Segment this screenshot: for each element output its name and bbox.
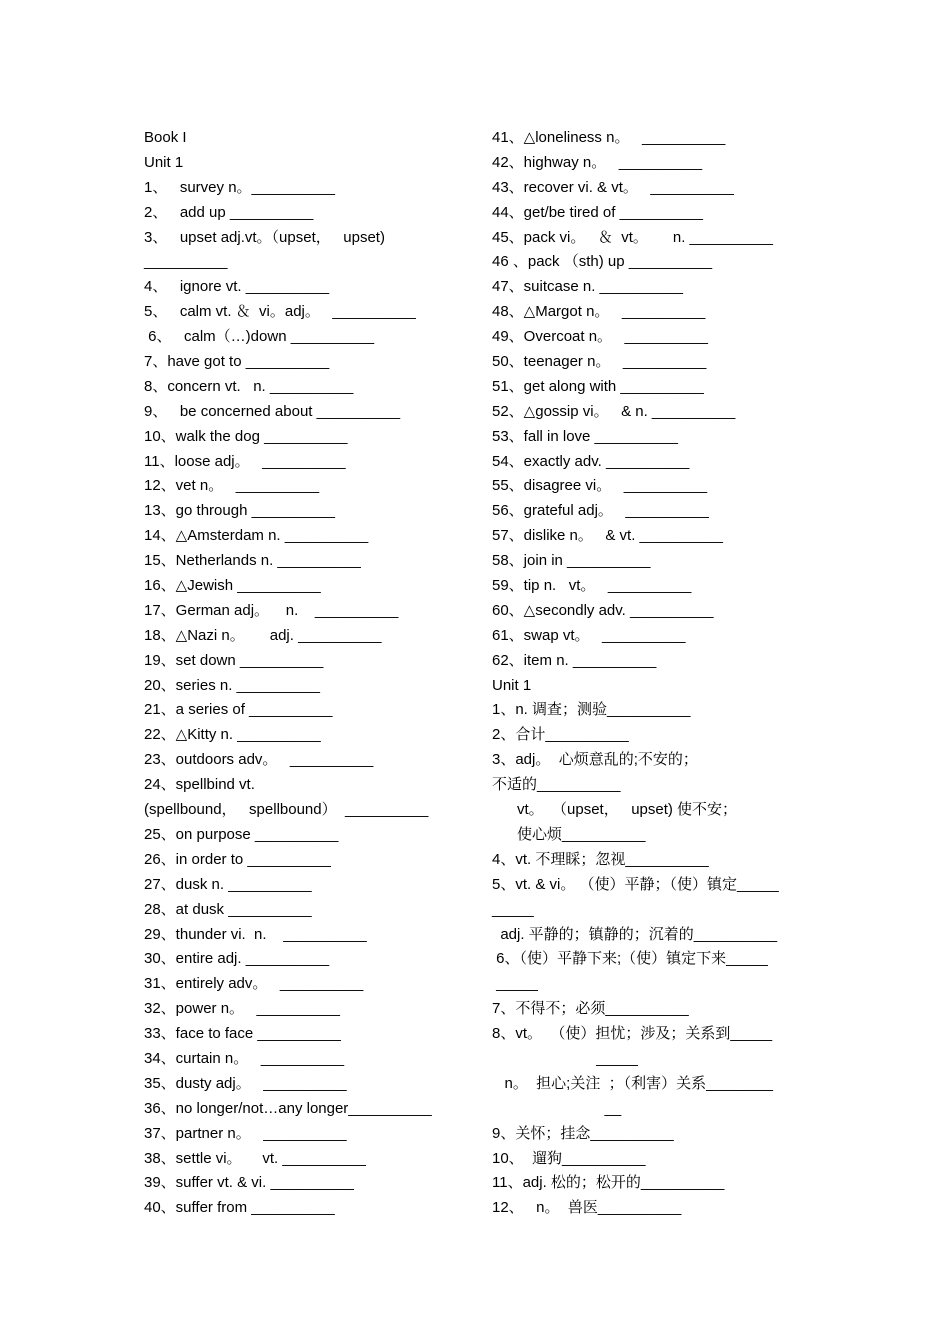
left-column-line: 4、 ignore vt. __________ [144, 278, 330, 296]
left-column-line: 16、△Jewish __________ [144, 577, 321, 595]
right-column-line: 55、disagree vi。 __________ [492, 477, 708, 495]
left-column-line: 18、△Nazi n。 adj. __________ [144, 626, 382, 644]
left-column-line: 32、power n。 __________ [144, 1000, 340, 1018]
left-column-line: 7、have got to __________ [144, 353, 330, 371]
left-column-line: 27、dusk n. __________ [144, 875, 312, 893]
right-column-line: 58、join in __________ [492, 552, 651, 570]
left-column-line: 28、at dusk __________ [144, 900, 312, 918]
left-column-line: 14、△Amsterdam n. __________ [144, 527, 369, 545]
right-column-line: 12、 n。 兽医__________ [492, 1199, 682, 1217]
right-column-line: 43、recover vi. & vt。 __________ [492, 178, 734, 196]
left-column-line: 21、a series of __________ [144, 701, 333, 719]
right-column-line: 53、fall in love __________ [492, 427, 678, 445]
left-column-line: 13、go through __________ [144, 502, 336, 520]
right-column-line: 42、highway n。 __________ [492, 153, 703, 171]
left-column-line: 37、partner n。 __________ [144, 1124, 347, 1142]
left-column-line: 30、entire adj. __________ [144, 950, 330, 968]
right-column-line: 11、adj. 松的；松开的__________ [492, 1174, 725, 1192]
right-column-line: 10、 遛狗__________ [492, 1149, 646, 1167]
left-column-line: 9、 be concerned about __________ [144, 402, 401, 420]
left-column-line: 39、suffer vt. & vi. __________ [144, 1174, 354, 1192]
left-column-line: 22、△Kitty n. __________ [144, 726, 321, 744]
left-column-line: Unit 1 [144, 153, 184, 171]
right-column-line: 45、pack vi。 ＆ vt。 n. __________ [492, 228, 773, 246]
right-column-line: 7、不得不；必须__________ [492, 1000, 689, 1018]
right-column-line: 59、tip n. vt。 __________ [492, 577, 692, 595]
left-column-line: 25、on purpose __________ [144, 825, 339, 843]
right-column-line: _____ [492, 975, 538, 993]
left-column-line: 36、no longer/not…any longer__________ [144, 1099, 432, 1117]
right-column-line: 3、adj。 心烦意乱的;不安的； [492, 751, 698, 769]
left-column [144, 126, 464, 1221]
right-column-line: 46 、pack （sth) up __________ [492, 253, 713, 271]
right-column-line: 51、get along with __________ [492, 377, 704, 395]
right-column-line: 57、dislike n。 & vt. __________ [492, 527, 723, 545]
left-column-line: 31、entirely adv。 __________ [144, 975, 364, 993]
left-column-line: 38、settle vi。 vt. __________ [144, 1149, 366, 1167]
left-column-line: 26、in order to __________ [144, 850, 331, 868]
right-column-line: 62、item n. __________ [492, 651, 657, 669]
right-column-line: n。 担心;关注 ；（利害）关系________ [492, 1074, 773, 1092]
right-column-line: 48、△Margot n。 __________ [492, 303, 706, 321]
right-column-line: 49、Overcoat n。 __________ [492, 328, 708, 346]
left-column-line: 17、German adj。 n. __________ [144, 601, 399, 619]
right-column-line: 47、suitcase n. __________ [492, 278, 683, 296]
left-column-line: __________ [144, 253, 228, 271]
right-column-line: 4、vt. 不理睬；忽视__________ [492, 850, 709, 868]
right-column-line: 60、△secondly adv. __________ [492, 601, 714, 619]
left-column-line: 23、outdoors adv。 __________ [144, 751, 374, 769]
left-column-line: (spellbound， spellbound） __________ [144, 801, 429, 819]
right-column-line: 54、exactly adv. __________ [492, 452, 690, 470]
right-column-line: __ [492, 1099, 622, 1117]
left-column-line: 3、 upset adj.vt。（upset， upset) [144, 228, 385, 246]
left-column-line: 11、loose adj。 __________ [144, 452, 346, 470]
left-column-line: 2、 add up __________ [144, 203, 314, 221]
left-column-line: 20、series n. __________ [144, 676, 320, 694]
left-column-line: 24、spellbind vt. [144, 776, 255, 794]
right-column [492, 126, 822, 1221]
right-column-line: 1、n. 调查；测验__________ [492, 701, 691, 719]
right-column-line: vt。 （upset， upset) 使不安； [492, 801, 738, 819]
left-column-line: 1、 survey n。__________ [144, 178, 335, 196]
right-column-line: 使心烦__________ [492, 825, 646, 843]
right-column-line: 5、vt. & vi。 （使）平静；（使）镇定_____ [492, 875, 779, 893]
right-column-line: 9、关怀；挂念__________ [492, 1124, 674, 1142]
right-column-line: 50、teenager n。 __________ [492, 353, 707, 371]
left-column-line: 15、Netherlands n. __________ [144, 552, 361, 570]
right-column-line: 6、（使）平静下来;（使）镇定下来_____ [492, 950, 768, 968]
left-column-line: 29、thunder vi. n. __________ [144, 925, 367, 943]
right-column-line: adj. 平静的；镇静的；沉着的__________ [492, 925, 778, 943]
left-column-line: 19、set down __________ [144, 651, 324, 669]
left-column-line: 35、dusty adj。 __________ [144, 1074, 347, 1092]
left-column-line: 33、face to face __________ [144, 1025, 341, 1043]
right-column-line: 不适的__________ [492, 776, 621, 794]
right-column-line: 44、get/be tired of __________ [492, 203, 704, 221]
right-column-line: 41、△loneliness n。 __________ [492, 129, 726, 146]
left-column-line: 6、 calm（…)down __________ [144, 328, 375, 346]
left-column-line: 40、suffer from __________ [144, 1199, 335, 1217]
left-column-line: 34、curtain n。 __________ [144, 1049, 345, 1067]
right-column-line: 8、vt。 （使）担忧；涉及；关系到_____ [492, 1025, 773, 1043]
right-column-line: 52、△gossip vi。 & n. __________ [492, 402, 736, 420]
right-column-line: 2、合计__________ [492, 726, 629, 744]
left-column-line: 5、 calm vt. ＆ vi。adj。 __________ [144, 303, 416, 321]
right-column-line: 56、grateful adj。 __________ [492, 502, 709, 520]
left-column-line: 10、walk the dog __________ [144, 427, 348, 445]
right-column-line: _____ [492, 1049, 638, 1067]
left-column-line: 12、vet n。 __________ [144, 477, 320, 495]
left-column-line: Book I [144, 129, 187, 146]
right-column-line: Unit 1 [492, 676, 532, 694]
right-column-line: _____ [492, 900, 534, 918]
left-column-line: 8、concern vt. n. __________ [144, 377, 354, 395]
right-column-line: 61、swap vt。 __________ [492, 626, 686, 644]
